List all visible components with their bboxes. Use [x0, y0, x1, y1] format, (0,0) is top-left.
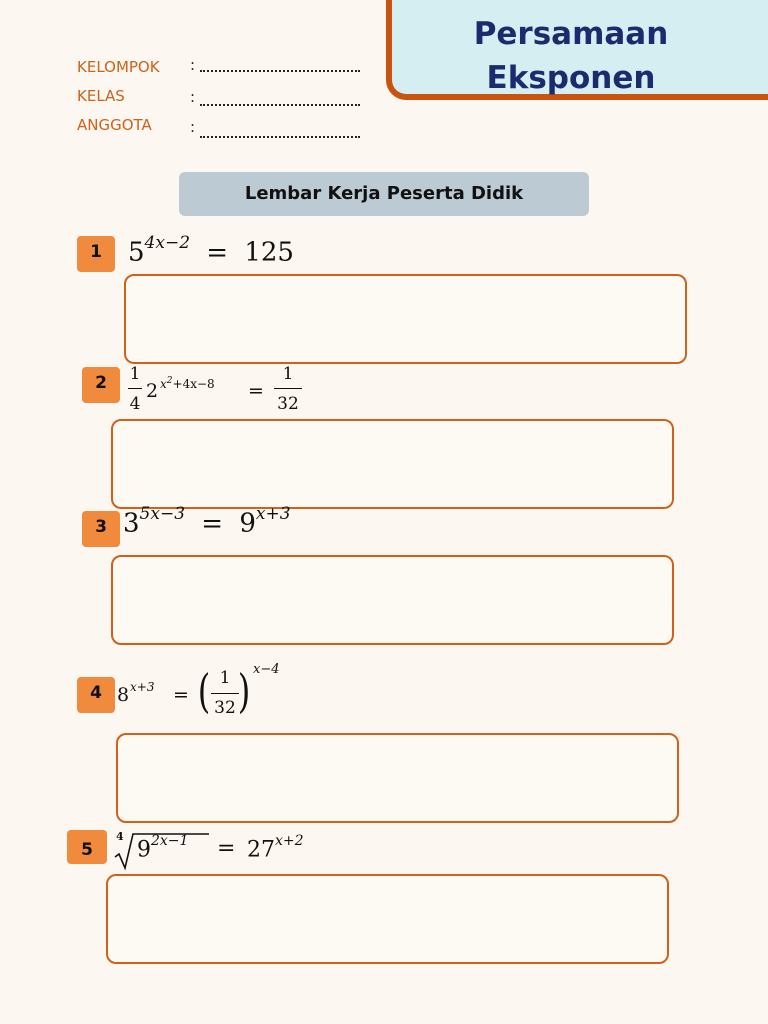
p2-coef-den: 4 [129, 394, 141, 414]
p4-base: 8 [117, 684, 130, 706]
p4-frac-num: 1 [219, 668, 231, 688]
p5-root-index: 4 [116, 830, 124, 843]
p4-exponent: x+3 [130, 680, 155, 694]
p3-base: 3 [123, 508, 140, 539]
kelas-colon: : [190, 88, 196, 106]
p5-rhs [247, 833, 304, 863]
p3-rhs-base: 9 [239, 508, 256, 539]
p2-exp-sq: 2 [166, 376, 173, 386]
problem-4-equation [117, 660, 317, 726]
kelas-label: KELAS [77, 87, 125, 105]
p4-paren-left: ( [197, 664, 211, 718]
problem-1-badge: 1 [77, 236, 115, 272]
p4-equals: = [173, 684, 189, 706]
p1-equals: = [206, 237, 229, 268]
p5-rhs-exp: x+2 [275, 833, 304, 849]
anggota-colon: : [190, 118, 196, 136]
p2-exp-pre: x [160, 377, 167, 391]
p1-base: 5 [128, 237, 145, 268]
problem-4-answer-box[interactable] [116, 733, 679, 823]
problem-3-answer-box[interactable] [111, 555, 674, 645]
problem-5-answer-box[interactable] [106, 874, 669, 964]
problem-2-equation [128, 364, 328, 420]
kelompok-field[interactable] [200, 70, 360, 72]
p4-rhs-exp: x−4 [253, 662, 280, 677]
p2-equals: = [248, 380, 264, 402]
anggota-label: ANGGOTA [77, 116, 152, 134]
problem-2-badge: 2 [82, 367, 120, 403]
p2-coef-bar [128, 388, 142, 389]
p3-equals: = [201, 508, 224, 539]
p2-exponent [160, 376, 215, 391]
p4-frac-bar [211, 693, 239, 694]
p2-rhs-num: 1 [282, 364, 294, 384]
p2-coef-num: 1 [129, 364, 141, 384]
problem-4-badge: 4 [77, 677, 115, 713]
p5-radicand-exp: 2x−1 [151, 833, 189, 849]
p5-radicand-base: 9 [137, 837, 151, 863]
p3-exponent: 5x−3 [139, 504, 186, 524]
banner-label: Lembar Kerja Peserta Didik [244, 183, 524, 204]
anggota-field[interactable] [200, 136, 360, 138]
problem-1-equation [128, 233, 294, 268]
title-line-2: Eksponen [486, 60, 656, 96]
kelompok-colon: : [190, 56, 196, 74]
p1-rhs: 125 [244, 237, 294, 268]
problem-2-answer-box[interactable] [111, 419, 674, 509]
p3-rhs-exp: x+3 [255, 504, 291, 524]
p4-frac-den: 32 [214, 698, 236, 718]
problem-3-equation [123, 504, 291, 539]
page-title [386, 12, 756, 100]
p4-paren-right: ) [237, 664, 251, 718]
p1-exponent: 4x−2 [144, 233, 191, 253]
kelas-field[interactable] [200, 104, 360, 106]
title-line-1: Persamaan [473, 16, 669, 52]
problem-1-answer-box[interactable] [124, 274, 687, 364]
p5-radicand [137, 833, 189, 863]
worksheet-banner [179, 172, 589, 216]
problem-5-badge: 5 [67, 830, 107, 864]
kelompok-label: KELOMPOK [77, 58, 160, 76]
p5-rhs-base: 27 [247, 837, 275, 863]
p2-rhs-bar [274, 388, 302, 389]
p2-rhs-den: 32 [277, 394, 299, 414]
problem-3-badge: 3 [82, 511, 120, 547]
problem-5-equation [113, 826, 353, 872]
p2-exp-post: +4x−8 [172, 377, 215, 391]
p5-equals: = [217, 836, 236, 861]
p2-base: 2 [146, 380, 159, 402]
